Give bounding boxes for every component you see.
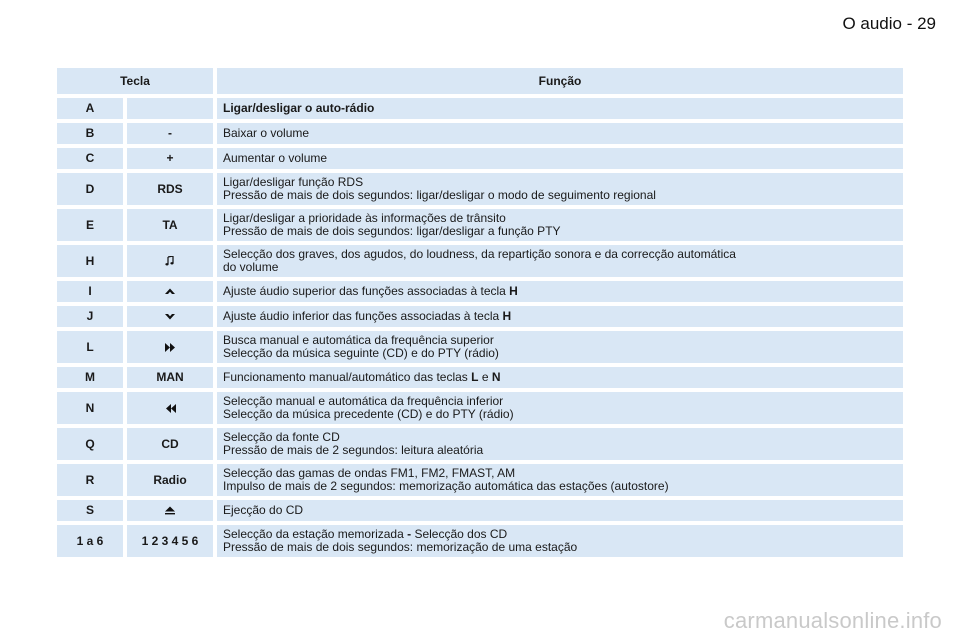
function-line-key: L [471,370,479,384]
row-function [217,464,903,496]
row-function: Aumentar o volume [217,148,903,169]
row-key: J [57,306,123,327]
row-key: N [57,392,123,424]
function-line: Pressão de mais de dois segundos: ligar/desligar a função PTY [223,224,561,238]
row-key: 1 a 6 [57,525,123,557]
table-row [57,367,903,388]
function-line: Pressão de mais de dois segundos: memorização de uma estação [223,540,578,554]
table-row [57,148,903,169]
row-function [217,173,903,205]
row-function [217,367,903,388]
function-line: Ligar/desligar a prioridade às informações de trânsito [223,211,506,225]
row-key: Q [57,428,123,460]
row-key: C [57,148,123,169]
row-symbol [127,500,213,521]
row-symbol: MAN [127,367,213,388]
table-row [57,98,903,119]
row-symbol: Radio [127,464,213,496]
table-header-row [57,68,903,94]
row-function: Ligar/desligar o auto-rádio [217,98,903,119]
row-key: B [57,123,123,144]
row-function [217,306,903,327]
page-header: O audio - 29 [842,14,936,33]
row-symbol [127,331,213,363]
row-key: S [57,500,123,521]
function-line: Impulso de mais de 2 segundos: memorização automática das estações (autostore) [223,479,669,493]
row-symbol: RDS [127,173,213,205]
function-line: Selecção da música seguinte (CD) e do PTY (rádio) [223,346,499,360]
row-symbol: - [127,123,213,144]
table-row [57,209,903,241]
row-symbol [127,245,213,277]
function-line: Ajuste áudio superior das funções associadas à tecla [223,284,510,298]
row-symbol [127,98,213,119]
table-row [57,392,903,424]
row-key: A [57,98,123,119]
row-key: H [57,245,123,277]
function-line-key: N [491,370,501,384]
function-line-text: Selecção dos CD [411,527,508,541]
table-row [57,464,903,496]
watermark: carmanualsonline.info [723,608,942,633]
table-row [57,245,903,277]
function-line: Busca manual e automática da frequência superior [223,333,494,347]
row-key: E [57,209,123,241]
row-key: R [57,464,123,496]
row-function [217,392,903,424]
function-line: e [478,370,492,384]
row-key: M [57,367,123,388]
function-line: Pressão de mais de 2 segundos: leitura aleatória [223,443,484,457]
function-line: Ligar/desligar função RDS [223,175,364,189]
function-line: Funcionamento manual/automático das teclas [223,370,472,384]
row-function [217,428,903,460]
row-key: D [57,173,123,205]
header-key: Tecla [57,68,213,94]
function-line: Selecção da fonte CD [223,430,340,444]
row-function [217,209,903,241]
function-line-key: H [502,309,512,323]
function-line: do volume [223,260,279,274]
row-function [217,245,903,277]
table-row [57,331,903,363]
row-symbol [127,281,213,302]
row-symbol [127,392,213,424]
function-line: Selecção dos graves, dos agudos, do loudness, da repartição sonora e da correcção automática [223,247,736,261]
function-line: Pressão de mais de dois segundos: ligar/desligar o modo de seguimento regional [223,188,656,202]
function-line-dash: - [407,527,412,541]
row-symbol [127,306,213,327]
row-key: L [57,331,123,363]
arrow-down-icon [165,313,175,320]
function-line: Selecção das gamas de ondas FM1, FM2, FMAST, AM [223,466,516,480]
function-line: Selecção manual e automática da frequência inferior [223,394,504,408]
row-key: I [57,281,123,302]
function-line-key: H [509,284,518,298]
rewind-icon [165,404,176,413]
function-table [57,68,903,561]
table-row [57,123,903,144]
row-symbol: TA [127,209,213,241]
function-line: Selecção da música precedente (CD) e do PTY (rádio) [223,407,514,421]
function-line: Ajuste áudio inferior das funções associadas à tecla [223,309,503,323]
row-function [217,525,903,557]
table-row [57,500,903,521]
table-row [57,306,903,327]
music-note-icon [165,256,175,266]
eject-icon [164,506,176,515]
arrow-up-icon [165,288,175,295]
row-function: Baixar o volume [217,123,903,144]
table-row [57,281,903,302]
row-function [217,331,903,363]
function-line-text: Selecção da estação memorizada [223,527,408,541]
table-row [57,525,903,557]
row-symbol: CD [127,428,213,460]
table-row [57,428,903,460]
row-symbol: 1 2 3 4 5 6 [127,525,213,557]
row-symbol: + [127,148,213,169]
row-function: Ejecção do CD [217,500,903,521]
table-row [57,173,903,205]
fast-forward-icon [165,343,176,352]
header-function: Função [217,68,903,94]
row-function [217,281,903,302]
